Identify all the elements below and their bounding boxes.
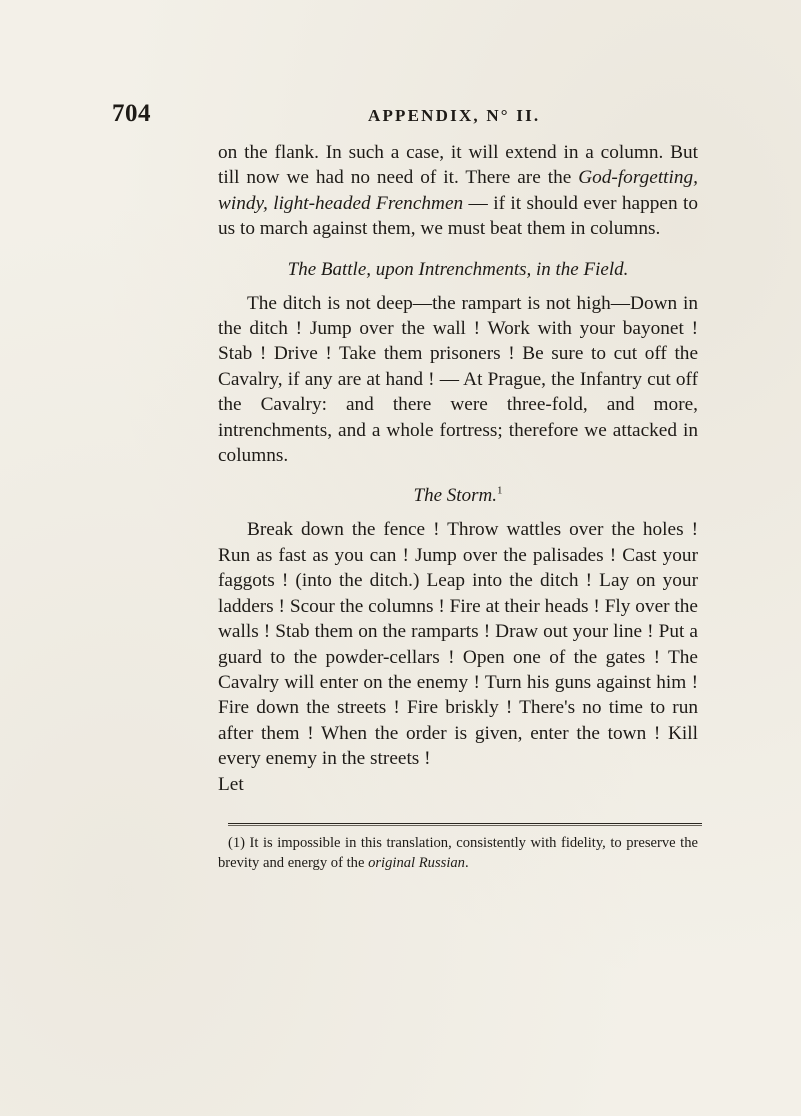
footnote-number: (1) xyxy=(228,835,246,851)
footnote-emphasis: original Russian xyxy=(368,855,465,871)
footnote-rule xyxy=(228,823,702,826)
footnote-text-end: . xyxy=(464,855,469,871)
section-heading xyxy=(218,257,698,282)
footnote-marker: 1 xyxy=(496,485,503,498)
catchword: Let xyxy=(218,773,244,795)
page-number: 704 xyxy=(112,100,151,127)
main-text xyxy=(218,140,698,797)
paragraph xyxy=(218,140,698,242)
footnote-text: It is impossible in this translation, consistently with fidelity, to preserve the brevity and energy of the xyxy=(218,835,698,871)
section-heading xyxy=(218,483,698,508)
footnote xyxy=(218,833,698,873)
running-head: APPENDIX, N° II. xyxy=(368,106,541,125)
section-heading-text: The Battle, upon Intrenchments, in the Field. xyxy=(287,258,629,280)
paragraph-text: — if it should ever happen to us to march against them, we must beat them in columns. xyxy=(218,192,698,240)
section-heading-text: The Storm. xyxy=(413,485,497,507)
paragraph: Break down the fence ! Throw wattles over the holes ! Run as fast as you can ! Jump over the palisades ! Cast your faggots ! (into the ditch.) Leap into the ditch ! Lay on your ladders ! Scour the columns ! Fire at their heads ! Fly over the walls ! Stab them on the ramparts ! Draw out your line ! Put a guard to the powder-cellars ! Open one of the gates ! The Cavalry will enter on the enemy ! Turn his guns against him ! Fire down the streets ! Fire briskly ! There's no time to run after them ! When the order is given, enter the town ! Kill every enemy in the streets ! xyxy=(218,519,698,770)
italic-phrase: God-forgetting, windy, light-headed Frenchmen xyxy=(218,167,698,214)
paragraph-text: on the flank. In such a case, it will extend in a column. But till now we had no need of it. There are the xyxy=(218,142,698,189)
paragraph: The ditch is not deep—the rampart is not high—Down in the ditch ! Jump over the wall ! Work with your bayonet ! Stab ! Drive ! Take them prisoners ! Be sure to cut off the Cavalry, if any are at hand ! — At Prague, the Infantry cut off the Cavalry: and there were three-fold, and more, intrenchments, and a whole fortress; therefore we attacked in columns. xyxy=(218,292,698,467)
